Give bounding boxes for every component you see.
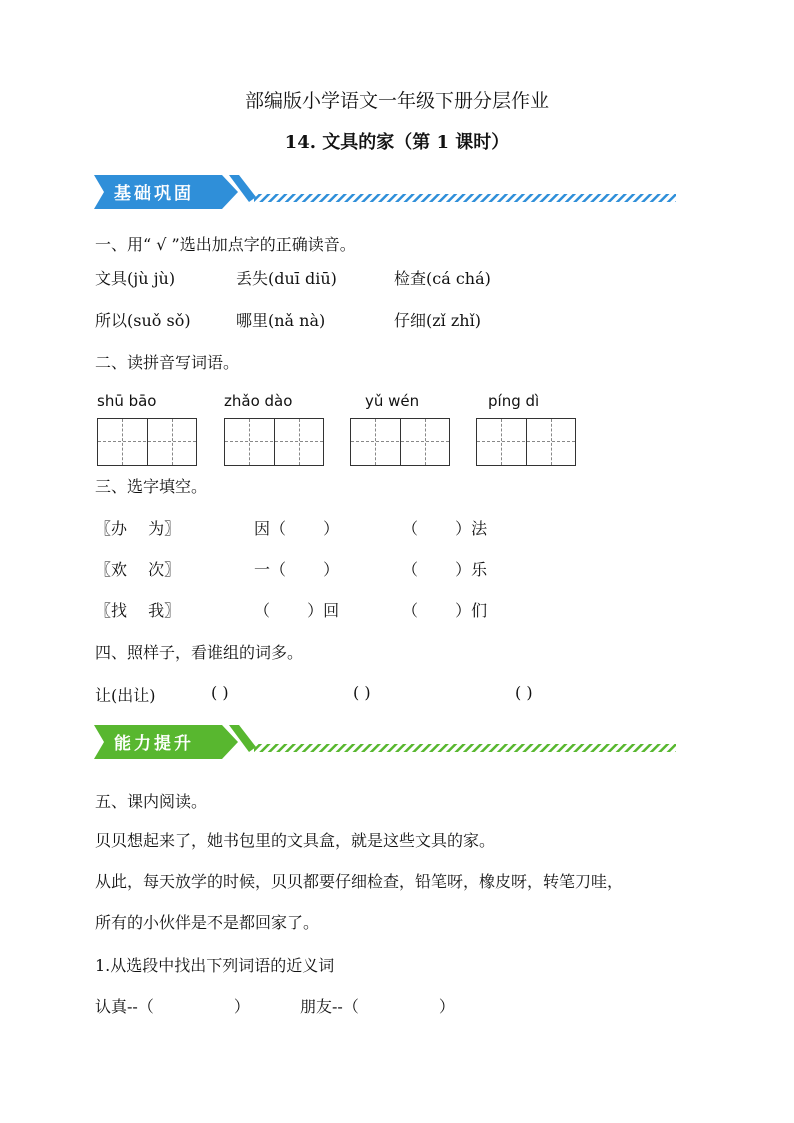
- q3-choices: 〖办 为〗: [95, 519, 181, 538]
- q3-blank[interactable]: 一（ ）: [254, 560, 340, 579]
- q1-item: 仔细(zǐ zhǐ): [394, 311, 481, 330]
- q2-pinyin: zhǎo dào: [224, 392, 293, 410]
- q4-blank[interactable]: ( ): [353, 683, 371, 702]
- q4-example: 让(出让): [95, 686, 156, 705]
- q3-choices: 〖找 我〗: [95, 601, 181, 620]
- q1-item: 哪里(nǎ nà): [236, 311, 326, 330]
- q5-subquestion: 1.从选段中找出下列词语的近义词: [95, 956, 335, 975]
- q5-answer-blank[interactable]: 朋友--（ ）: [300, 997, 455, 1016]
- reading-paragraph: 贝贝想起来了，她书包里的文具盒，就是这些文具的家。: [95, 831, 496, 850]
- q3-blank[interactable]: （ ）们: [402, 601, 488, 620]
- q3-heading: 三、选字填空。: [95, 477, 208, 496]
- q1-item: 文具(jù jù): [95, 269, 176, 288]
- q3-blank[interactable]: （ ）法: [402, 519, 488, 538]
- section-banner-basic: [94, 172, 684, 212]
- q2-heading: 二、读拼音写词语。: [95, 353, 240, 372]
- q5-answer-blank[interactable]: 认真--（ ）: [95, 997, 250, 1016]
- q4-blank[interactable]: ( ): [515, 683, 533, 702]
- q1-heading: 一、用“ √ ”选出加点字的正确读音。: [95, 235, 356, 254]
- q1-item: 检查(cá chá): [394, 269, 491, 288]
- q1-item: 丢失(duī diū): [236, 269, 337, 288]
- q5-heading: 五、课内阅读。: [95, 792, 208, 811]
- q3-choices: 〖欢 次〗: [95, 560, 181, 579]
- lesson-title: 14. 文具的家（第 1 课时）: [284, 132, 510, 153]
- q3-blank[interactable]: 因（ ）: [254, 519, 340, 538]
- banner-advanced-label: 能力提升: [114, 734, 194, 754]
- q3-blank[interactable]: （ ）乐: [402, 560, 488, 579]
- banner-basic-label: 基础巩固: [114, 184, 194, 204]
- q2-pinyin: shū bāo: [97, 392, 157, 410]
- writing-grid[interactable]: [476, 418, 576, 466]
- writing-grid[interactable]: [224, 418, 324, 466]
- q3-blank[interactable]: （ ）回: [254, 601, 340, 620]
- writing-grid[interactable]: [350, 418, 450, 466]
- q2-pinyin: píng dì: [488, 392, 540, 410]
- reading-paragraph: 所有的小伙伴是不是都回家了。: [95, 913, 320, 932]
- writing-grid[interactable]: [97, 418, 197, 466]
- q4-blank[interactable]: ( ): [211, 683, 229, 702]
- q2-pinyin: yǔ wén: [365, 392, 420, 410]
- q1-item: 所以(suǒ sǒ): [95, 311, 191, 330]
- document-title: 部编版小学语文一年级下册分层作业: [244, 90, 549, 112]
- section-banner-advanced: [94, 722, 684, 762]
- q4-heading: 四、照样子，看谁组的词多。: [95, 643, 304, 662]
- reading-paragraph: 从此，每天放学的时候，贝贝都要仔细检查，铅笔呀，橡皮呀，转笔刀哇，: [95, 872, 624, 891]
